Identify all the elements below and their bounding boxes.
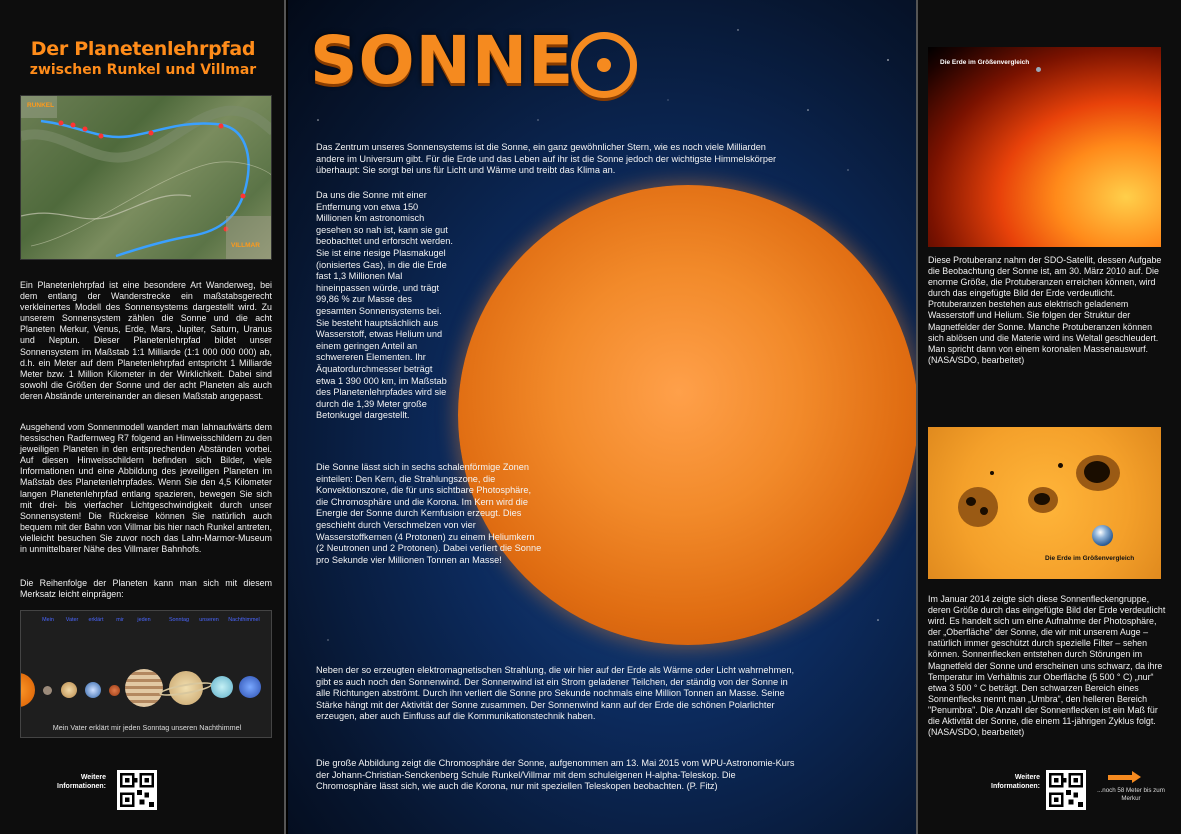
center-bottom-1: Neben der so erzeugten elektromagnetischen Strahlung, die wir hier auf der Erde als Wärme oder Licht wahrnehmen, gibt es auch noch den Sonnenwind. Der Sonnenwind ist ein Strom geladener Teilchen, der ständig von der Sonne in alle Richtungen abströmt. Durch ihn verliert die Sonne pro Sekunde nochmals eine Million Tonnen an Masse. Seine Stärke hängt mit der Aktivität der Sonne zusammen. Der Sonnenwind kann auf der Erde die schönen Polarlichter erzeugen, aber auch Einfluss auf die Kommunikationstechnik haben. <box>316 665 795 722</box>
left-title <box>8 38 278 79</box>
mnemonic-word: Sonntag <box>168 617 190 623</box>
next-planet-label: ...noch 58 Meter bis zum Merkur <box>1097 787 1165 802</box>
page-title: SONNE <box>310 22 575 99</box>
mnemonic-word: erklärt <box>88 617 104 623</box>
earth-icon <box>1092 525 1113 546</box>
mars-planet <box>109 685 120 696</box>
mnemonic-word: jeden <box>137 617 151 623</box>
sunspot <box>966 497 976 506</box>
prominence-image <box>928 47 1161 247</box>
center-panel <box>288 0 916 834</box>
sunspot <box>1084 461 1110 483</box>
map-drawing <box>21 96 272 260</box>
sunspots-label: Die Erde im Größenvergleich <box>1045 555 1135 562</box>
venus-planet <box>61 682 77 698</box>
jupiter-planet <box>125 669 163 707</box>
planet-mnemonic-box <box>20 610 272 738</box>
center-bottom-2: Die große Abbildung zeigt die Chromosphäre der Sonne, aufgenommen am 13. Mai 2015 vom WPU-Astronomie-Kurs der Johann-Christian-Senckenberg Schule Runkel/Villmar mit dem schuleigenen H-alpha-Teleskop. Die Chromosphäre lässt sich, wie auch die Korona, nur mit speziellen Teleskopen beobachten. (P. Fitz) <box>316 758 795 792</box>
left-column <box>0 0 286 834</box>
arrow-head-icon <box>1132 771 1141 783</box>
center-intro: Das Zentrum unseres Sonnensystems ist die Sonne, ein ganz gewöhnlicher Stern, wie es noch viele Milliarden andere im Universum gibt. Für die Erde und das Leben auf ihr ist die Sonne jedoch der wichtigste Himmelskörper überhaupt: Sie sorgt bei uns für Licht und Wärme und treibt das Klima an. <box>316 142 777 176</box>
earth-icon <box>1036 67 1041 72</box>
mnemonic-word: Mein <box>42 617 54 623</box>
sunspots-image <box>928 427 1161 579</box>
center-column-1: Da uns die Sonne mit einer Entfernung von etwa 150 Millionen km astronomisch gesehen so nah ist, kann sie gut beobachtet und erforscht werden. Sie ist eine riesige Plasmakugel (ionisiertes Gas), in die die Erde fast 1,3 Millionen Mal hineinpassen würde, und trägt 99,86 % zur Masse des gesamten Sonnensystems bei. Sie besteht hauptsächlich aus Wasserstoff, etwas Helium und einem geringen Anteil an schwereren Elementen. Ihr Äquatordurchmesser beträgt etwa 1 390 000 km, im Maßstab des Planetenlehrpfades wird sie durch die 1,39 Meter große Betonkugel dargestellt. <box>316 190 453 421</box>
earth-planet <box>85 682 101 698</box>
qr-code-left[interactable] <box>117 770 157 810</box>
merksatz: Mein Vater erklärt mir jeden Sonntag unseren Nachthimmel <box>52 723 242 732</box>
mnemonic-word: Nachthimmel <box>228 617 260 623</box>
trail-map <box>20 95 272 260</box>
title-line1: Der Planetenlehrpfad <box>30 38 256 60</box>
sunspot <box>958 487 998 527</box>
map-label-villmar: VILLMAR <box>231 242 260 249</box>
mercury-planet <box>43 686 52 695</box>
info-label-left: Weitere Informationen: <box>57 774 106 790</box>
sun-symbol-icon <box>571 32 637 98</box>
sunspot <box>1058 463 1063 468</box>
sunspot <box>980 507 988 515</box>
left-paragraph-2: Ausgehend vom Sonnenmodell wandert man lahnaufwärts dem hessischen Radfernweg R7 folgend an Hinweisschildern zu den jeweiligen Planeten in den entsprechenden Abständen vorbei. Auf diesen Hinweisschildern befinden sich Bilder, viele Informationen und eine Abbildung des jeweiligen Planeten im Maßstab des Planetenlehrpfades. Wenn Sie den 4,5 Kilometer langen Planetenlehrpfad entlang spazieren, bewegen Sie sich mit drei- bis vierfacher Lichtgeschwindigkeit durch unser Sonnensystem! Die Rückreise können Sie natürlich auch bequem mit der Bahn von Villmar bis hier nach Runkel antreten, vielleicht besuchen Sie zuvor noch das Lahn-Marmor-Museum in unmittelbarer Nähe des Villmarer Bahnhofs. <box>20 422 272 555</box>
sunspot <box>990 471 994 475</box>
sun-disc <box>20 673 35 707</box>
mnemonic-word: mir <box>116 617 124 623</box>
left-paragraph-1: Ein Planetenlehrpfad ist eine besondere Art Wanderweg, bei dem entlang der Wanderstrecke ein maßstabsgerecht verkleinertes Modell des Sonnensystems dargestellt wird. Zu unserem Sonnensystem zählen die Sonne und die acht Planeten Merkur, Venus, Erde, Mars, Jupiter, Saturn, Uranus und Neptun. Dieser Planetenlehrpfad bildet unser Sonnensystem im Maßstab 1:1 Milliarde (1:1 000 000 000) ab, d.h. ein Meter auf dem Planetenlehrpfad entspricht 1 Milliarde Meter bzw. 1 Million Kilometer in der Wirklichkeit. Dabei sind sowohl die Größen der Sonne und der acht Planeten als auch deren Abstände untereinander an diesen Maßstab angepasst. <box>20 280 272 401</box>
mnemonic-word: unseren <box>199 617 219 623</box>
neptune-planet <box>239 676 261 698</box>
prominence-label: Die Erde im Größenvergleich <box>940 59 1030 66</box>
right-column <box>916 0 1181 834</box>
qr-code-right[interactable] <box>1046 770 1086 810</box>
center-column-2: Die Sonne lässt sich in sechs schalenförmige Zonen einteilen: Den Kern, die Strahlungszone, die Konvektionszone, die für uns sichtbare Photosphäre, die Chromosphäre und die Korona. Im Kern wird die Energie der Sonne durch Kernfusion erzeugt. Dies geschieht durch Verschmelzen von vier Wasserstoffkernen (4 Protonen) zu einem Heliumkern (2 Neutronen und 2 Protonen). Dabei verliert die Sonne pro Sekunde vier Millionen Tonnen an Masse! <box>316 462 542 565</box>
sunspots-caption: Im Januar 2014 zeigte sich diese Sonnenfleckengruppe, deren Größe durch das eingefügte Bild der Erde verdeutlicht wird. Es handelt sich um eine Aufnahme der Photosphäre, der „Oberfläche“ der Sonne, die wir mit unserem Auge – natürlich immer geschützt durch spezielle Filter – sehen können. Sonnenflecken entstehen durch Störungen im Magnetfeld der Sonne und erscheinen uns schwarz, da ihre Temperatur im Verhältnis zur Oberfläche (5 500 ° C) „nur“ etwa 3 500 ° C beträgt. Den schwarzen Bereich eines Sonnenflecks nennt man „Umbra“, den helleren Bereich "Penumbra". Die Anzahl der Sonnenflecken ist ein Maß für die Aktivität der Sonne, die einem 11-jährigen Zyklus folgt. (NASA/SDO, bearbeitet) <box>928 594 1166 738</box>
uranus-planet <box>211 676 233 698</box>
map-label-runkel: RUNKEL <box>27 102 55 109</box>
sun-chromosphere-image <box>458 185 916 645</box>
arrow-right-icon <box>1108 775 1134 780</box>
mnemonic-word: Vater <box>65 617 79 623</box>
prominence-caption: Diese Protuberanz nahm der SDO-Satellit, dessen Aufgabe die Beobachtung der Sonne ist, am 30. März 2010 auf. Die enorme Größe, die Protuberanzen erreichen können, wird durch das eingefügte Bild der Erde verdeutlicht. Protuberanzen bestehen aus elektrisch geladenem Wasserstoff und Helium. Sie folgen der Struktur der Magnetfelder der Sonne. Manche Protuberanzen können sich ablösen und die Materie wird ins Weltall geschleudert. Man spricht dann von einem koronalen Massenauswurf. (NASA/SDO, bearbeitet) <box>928 255 1162 365</box>
left-paragraph-3: Die Reihenfolge der Planeten kann man sich mit diesem Merksatz leicht einprägen: <box>20 578 272 600</box>
sunspot <box>1034 493 1050 505</box>
title-line2: zwischen Runkel und Villmar <box>29 61 257 78</box>
info-label-right: Weitere Informationen: <box>991 774 1040 790</box>
